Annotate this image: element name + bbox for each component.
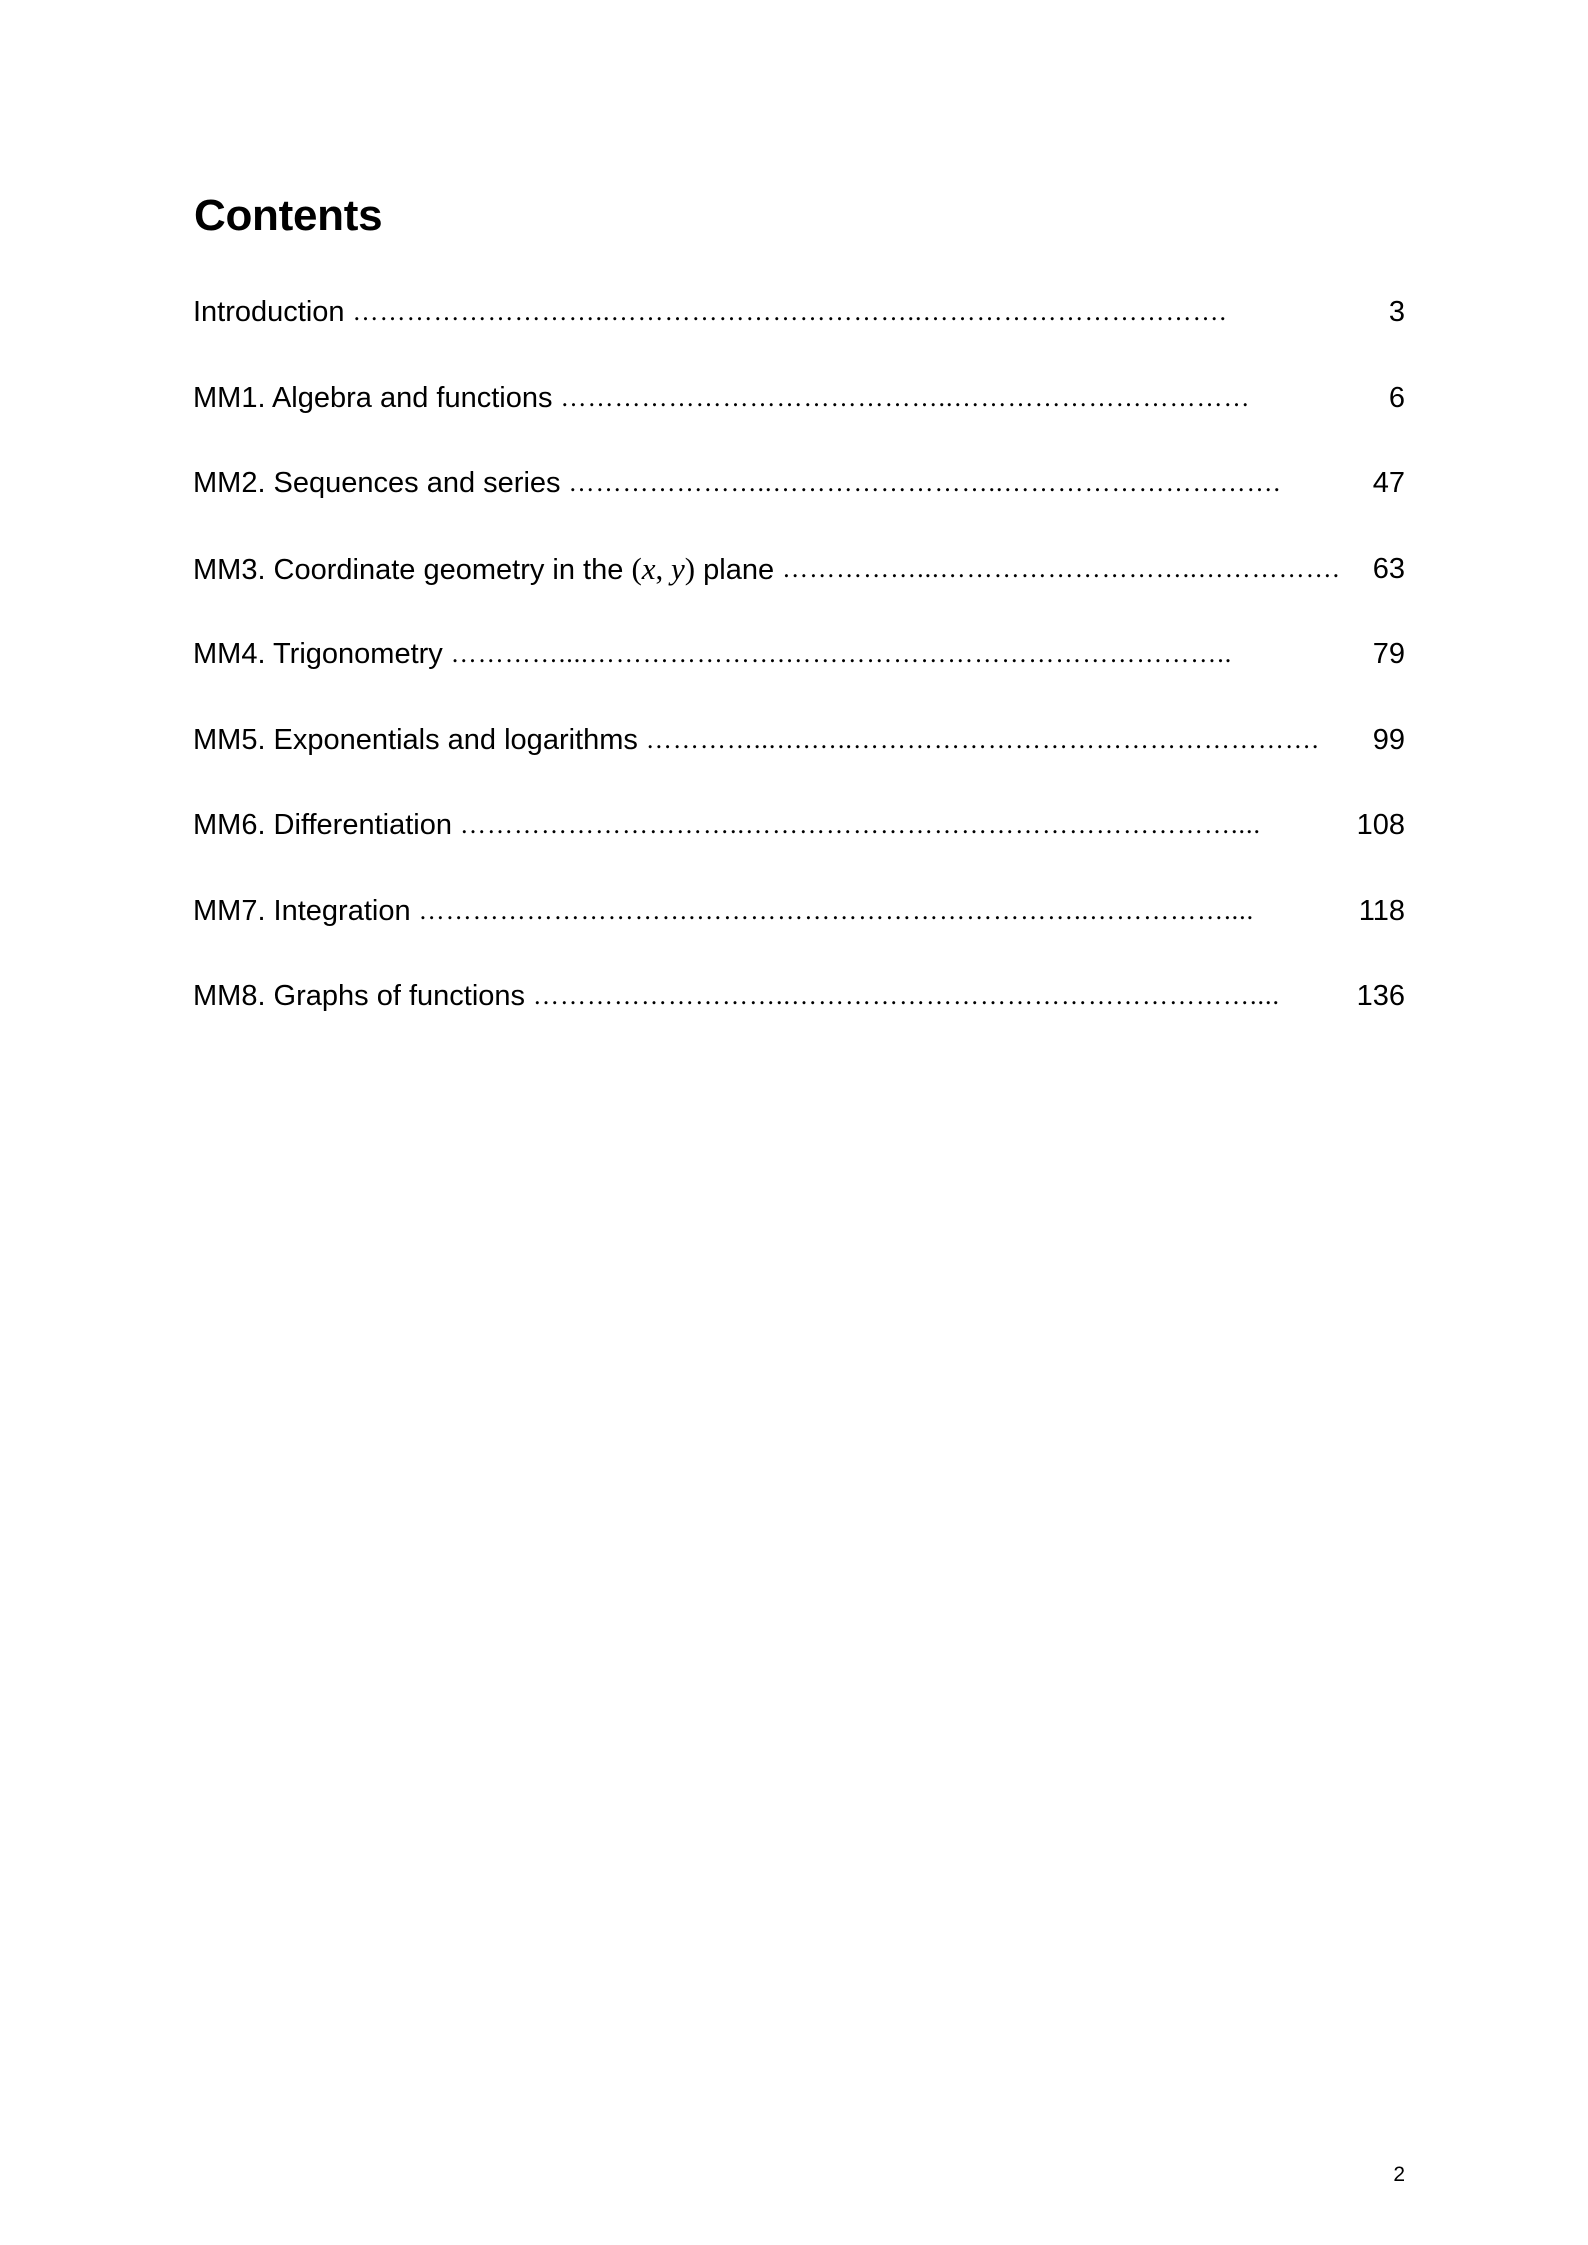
toc-entry-mm2[interactable] bbox=[193, 453, 1405, 539]
toc-page-number: 63 bbox=[1372, 552, 1405, 585]
toc-entry-label: MM5. Exponentials and logarithms bbox=[193, 723, 638, 756]
toc-entry-mm4[interactable] bbox=[193, 624, 1405, 710]
toc-entry-mm1[interactable] bbox=[193, 368, 1405, 454]
toc-page-number: 118 bbox=[1358, 894, 1405, 927]
toc-entry-mm7[interactable] bbox=[193, 881, 1405, 967]
footer-page-number: 2 bbox=[1393, 2163, 1405, 2186]
toc-entry-mm8[interactable] bbox=[193, 966, 1405, 1052]
toc-dot-leader: …………………………..……………………………………………….... bbox=[459, 810, 1261, 839]
toc-dot-leader: …………...….…..……………………………………………. bbox=[645, 724, 1320, 754]
page-title: Contents bbox=[194, 191, 383, 240]
math-close-paren: ) bbox=[684, 550, 696, 586]
toc-page-number: 136 bbox=[1356, 980, 1405, 1012]
math-open-paren: ( bbox=[631, 550, 642, 586]
toc-entry-label: MM1. Algebra and functions bbox=[193, 381, 553, 414]
toc-page-number: 108 bbox=[1356, 809, 1405, 841]
toc-entry-mm5[interactable] bbox=[193, 710, 1405, 796]
toc-entry-label bbox=[193, 539, 782, 600]
toc-page-number: 47 bbox=[1372, 467, 1405, 499]
toc-page-number: 3 bbox=[1388, 296, 1405, 328]
toc-page-number: 99 bbox=[1372, 723, 1405, 756]
math-variable-x: x bbox=[641, 550, 656, 586]
toc-entry-label: MM6. Differentiation bbox=[193, 809, 452, 841]
toc-page-number: 79 bbox=[1372, 638, 1405, 670]
toc-dot-leader: ……………...………………………..……………. bbox=[782, 553, 1341, 583]
toc-entry-label: MM4. Trigonometry bbox=[193, 638, 443, 670]
toc-dot-leader: ………………………..…………………………………………….... bbox=[533, 981, 1281, 1010]
toc-dot-leader: …………………..……………………..…………………………. bbox=[568, 468, 1282, 497]
toc-entry-introduction[interactable] bbox=[193, 282, 1405, 368]
toc-entry-label: MM7. Integration bbox=[193, 894, 411, 927]
toc-dot-leader: …………....………………….………………………………………….. bbox=[450, 639, 1233, 668]
toc-entry-mm3[interactable] bbox=[193, 539, 1405, 625]
table-of-contents bbox=[193, 282, 1405, 1052]
toc-page-number: 6 bbox=[1388, 381, 1405, 414]
toc-entry-label-suffix: plane bbox=[695, 553, 775, 586]
toc-dot-leader: ………………………….……………………………………..…………….... bbox=[418, 895, 1255, 925]
math-variable-y: y bbox=[671, 550, 685, 586]
toc-dot-leader: ………………………..……………………………..……………………………. bbox=[352, 297, 1228, 326]
toc-entry-label: Introduction bbox=[193, 296, 345, 328]
toc-entry-mm6[interactable] bbox=[193, 795, 1405, 881]
toc-entry-label: MM2. Sequences and series bbox=[193, 467, 561, 499]
toc-entry-label: MM8. Graphs of functions bbox=[193, 980, 526, 1012]
toc-dot-leader: ……………………………………..…………………………… bbox=[560, 382, 1251, 412]
math-comma: , bbox=[655, 550, 672, 586]
toc-entry-label-prefix: MM3. Coordinate geometry in the bbox=[193, 553, 632, 586]
